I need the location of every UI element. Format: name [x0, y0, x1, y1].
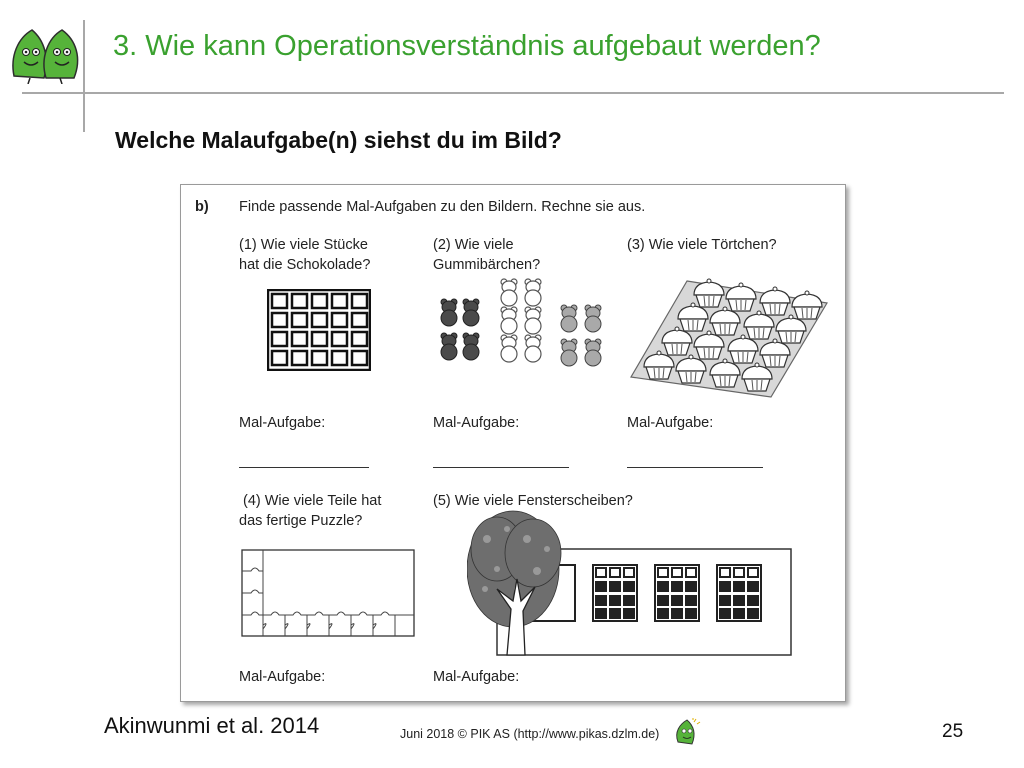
- answer-line-2: [433, 467, 569, 468]
- answer-label-5: Mal-Aufgabe:: [433, 669, 520, 685]
- slide-subtitle: Welche Malaufgabe(n) siehst du im Bild?: [115, 127, 562, 153]
- citation: Akinwunmi et al. 2014: [104, 713, 320, 738]
- slide-title: 3. Wie kann Operationsverständnis aufgebaut werden?: [113, 30, 821, 62]
- answer-label-3: Mal-Aufgabe:: [627, 415, 714, 431]
- page-number: 25: [942, 721, 964, 742]
- task5-question-line1: (5) Wie viele Fensterscheiben?: [433, 493, 633, 509]
- task4-question-line1: (4) Wie viele Teile hat: [243, 493, 382, 509]
- puzzle-icon: [241, 549, 417, 639]
- answer-label-1: Mal-Aufgabe:: [239, 415, 326, 431]
- answer-label-2: Mal-Aufgabe:: [433, 415, 520, 431]
- task2-question-line1: (2) Wie viele: [433, 237, 514, 253]
- section-label: b): [195, 199, 209, 215]
- answer-label-4: Mal-Aufgabe:: [239, 669, 326, 685]
- horizontal-rule: [22, 92, 1004, 94]
- answer-line-3: [627, 467, 763, 468]
- building-with-tree-icon: [467, 509, 793, 659]
- pikas-logo-icon: [10, 26, 84, 84]
- task3-question-line1: (3) Wie viele Törtchen?: [627, 237, 777, 253]
- cupcakes-tray-icon: [629, 273, 829, 401]
- task1-question-line1: (1) Wie viele Stücke: [239, 237, 368, 253]
- chocolate-bar-icon: [267, 289, 371, 371]
- task1-question-line2: hat die Schokolade?: [239, 257, 371, 273]
- vertical-rule: [83, 20, 85, 132]
- task4-question-line2: das fertige Puzzle?: [239, 513, 363, 529]
- footer-text: Juni 2018 © PIK AS (http://www.pikas.dzlm.de): [400, 727, 660, 741]
- answer-line-1: [239, 467, 369, 468]
- task2-question-line2: Gummibärchen?: [433, 257, 541, 273]
- gummy-bears-icon: [437, 277, 609, 381]
- leaf-mascot-icon: [672, 718, 702, 748]
- instruction-text: Finde passende Mal-Aufgaben zu den Bildern. Rechne sie aus.: [239, 199, 646, 215]
- worksheet-image: [180, 184, 846, 702]
